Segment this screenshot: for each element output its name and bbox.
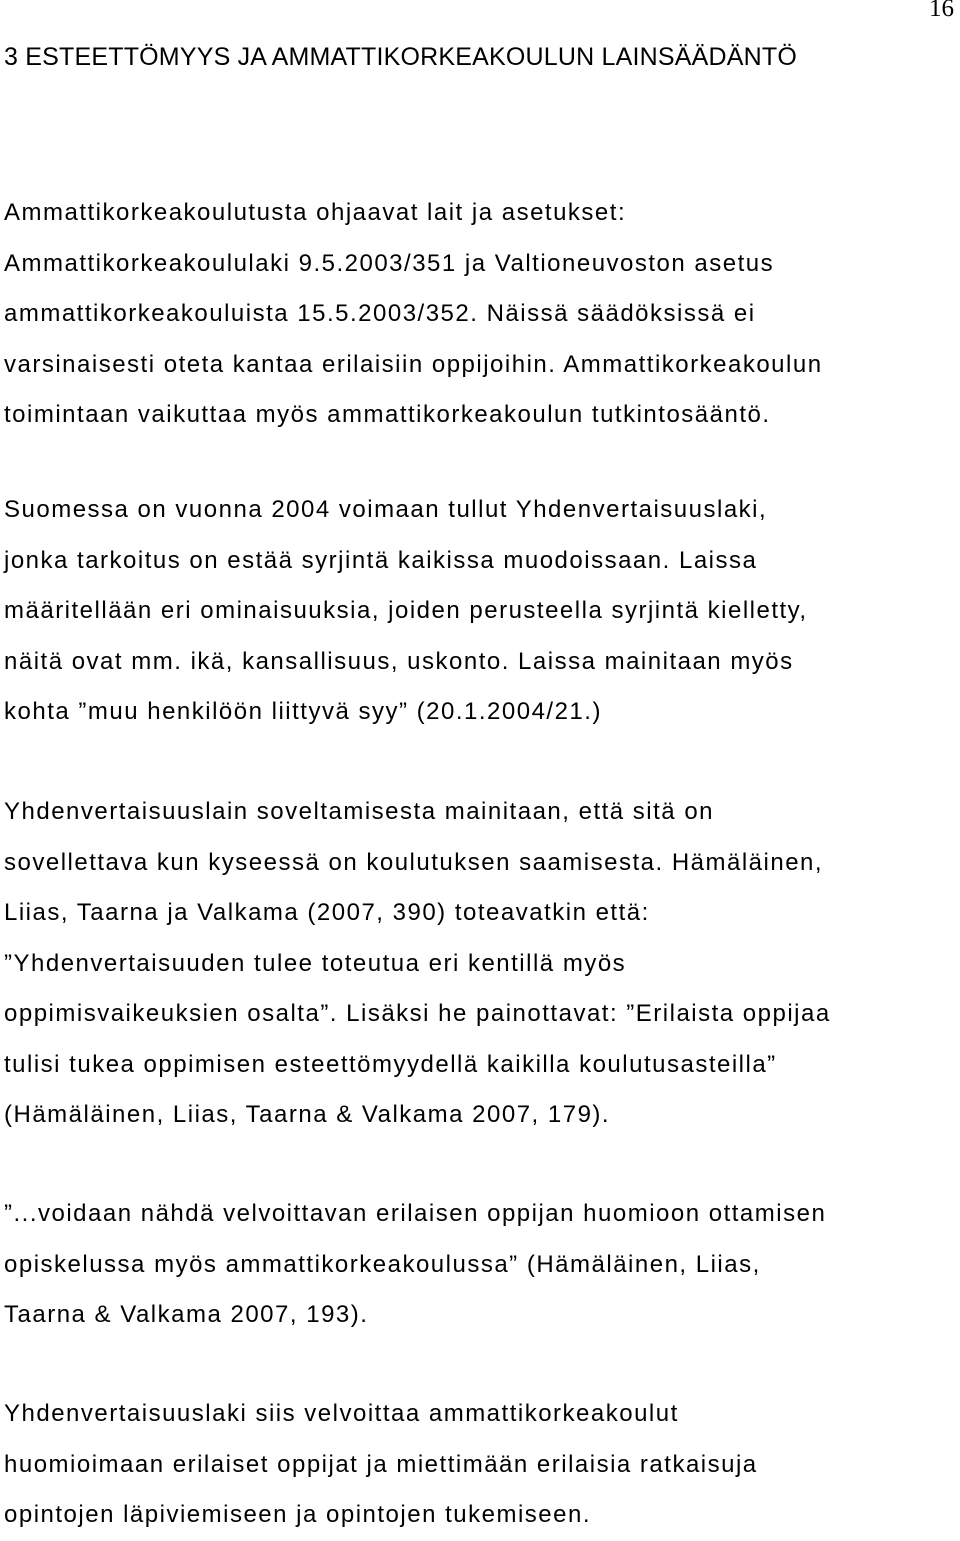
text-line: huomioimaan erilaiset oppijat ja miettimään erilaisia ratkaisuja: [4, 1450, 758, 1478]
text-line: ammattikorkeakouluista 15.5.2003/352. Näissä säädöksissä ei: [4, 300, 756, 327]
text-line: Liias, Taarna ja Valkama (2007, 390) toteavatkin että:: [4, 899, 650, 926]
text-line: oppimisvaikeuksien osalta”. Lisäksi he painottavat: ”Erilaista oppijaa: [4, 1000, 831, 1027]
text-line: ”...voidaan nähdä velvoittavan erilaisen oppijan huomioon ottamisen: [4, 1200, 827, 1227]
paragraph-conclusion: [4, 1389, 758, 1541]
paragraph-application: [4, 787, 831, 1141]
chapter-heading: 3 ESTEETTÖMYYS JA AMMATTIKORKEAKOULUN LAINSÄÄDÄNTÖ: [4, 43, 798, 71]
text-line: Yhdenvertaisuuslain soveltamisesta mainitaan, että sitä on: [4, 798, 715, 825]
text-line: Ammattikorkeakoulutusta ohjaavat lait ja asetukset:: [4, 199, 627, 226]
text-line: opiskelussa myös ammattikorkeakoulussa” (Hämäläinen, Liias,: [4, 1250, 761, 1278]
text-line: Yhdenvertaisuuslaki siis velvoittaa ammattikorkeakoulut: [4, 1400, 679, 1427]
text-line: Ammattikorkeakoululaki 9.5.2003/351 ja Valtioneuvoston asetus: [4, 249, 775, 277]
paragraph-quote: [4, 1189, 826, 1341]
text-line: ”Yhdenvertaisuuden tulee toteutua eri kentillä myös: [4, 949, 627, 977]
text-line: (Hämäläinen, Liias, Taarna & Valkama 2007, 179).: [4, 1101, 611, 1128]
page-number: 16: [929, 0, 954, 22]
text-line: opintojen läpiviemiseen ja opintojen tukemiseen.: [4, 1501, 591, 1528]
paragraph-laws: [4, 188, 823, 441]
text-line: Taarna & Valkama 2007, 193).: [4, 1301, 369, 1328]
text-line: toimintaan vaikuttaa myös ammattikorkeakoulun tutkintosääntö.: [4, 401, 771, 428]
text-line: Suomessa on vuonna 2004 voimaan tullut Yhdenvertaisuuslaki,: [4, 496, 768, 523]
text-line: tulisi tukea oppimisen esteettömyydellä kaikilla koulutusasteilla”: [4, 1050, 777, 1078]
text-line: määritellään eri ominaisuuksia, joiden perusteella syrjintä kielletty,: [4, 597, 808, 624]
paragraph-equality-act: [4, 485, 808, 738]
text-line: sovellettava kun kyseessä on koulutuksen saamisesta. Hämäläinen,: [4, 848, 824, 876]
text-line: jonka tarkoitus on estää syrjintä kaikissa muodoissaan. Laissa: [4, 546, 758, 574]
text-line: näitä ovat mm. ikä, kansallisuus, uskonto. Laissa mainitaan myös: [4, 647, 794, 675]
text-line: varsinaisesti oteta kantaa erilaisiin oppijoihin. Ammattikorkeakoulun: [4, 350, 823, 378]
text-line: kohta ”muu henkilöön liittyvä syy” (20.1.2004/21.): [4, 698, 602, 725]
